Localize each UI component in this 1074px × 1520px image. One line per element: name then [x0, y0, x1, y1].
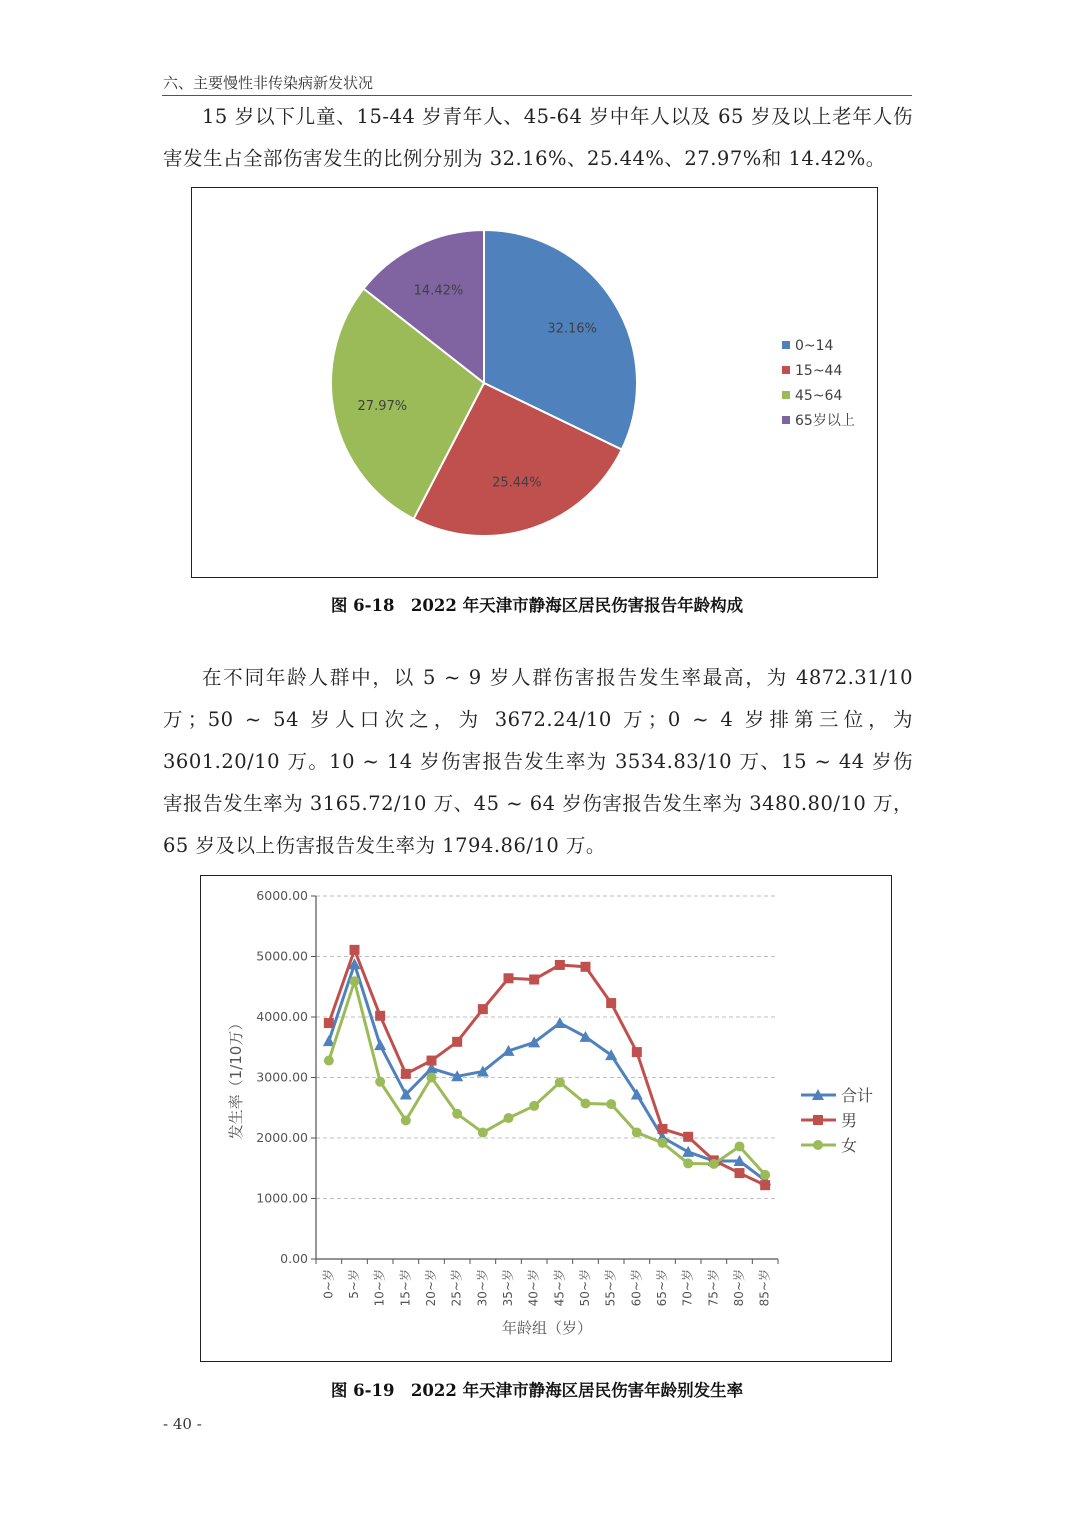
pie-data-label-4: 14.42%: [413, 283, 464, 299]
data-point-女-70~岁: [683, 1158, 693, 1168]
data-point-男-45~岁: [555, 960, 565, 970]
x-tick-label: 0~岁: [321, 1269, 336, 1299]
data-point-女-45~岁: [555, 1077, 565, 1087]
x-tick-label: 30~岁: [475, 1269, 490, 1307]
data-point-女-50~岁: [581, 1099, 591, 1109]
data-point-男-35~岁: [504, 973, 514, 983]
data-point-男-50~岁: [581, 962, 591, 972]
data-point-男-80~岁: [735, 1168, 745, 1178]
data-point-合计-10~岁: [374, 1039, 386, 1050]
x-tick-label: 60~岁: [629, 1269, 644, 1307]
x-tick-label: 85~岁: [757, 1269, 772, 1307]
x-tick-label: 5~岁: [347, 1269, 361, 1299]
pie-legend-label-2: 15~44: [795, 363, 843, 379]
figure-pie-box: [191, 187, 878, 578]
pie-legend-swatch-1: [782, 341, 790, 349]
x-tick-label: 75~岁: [706, 1269, 721, 1307]
page-number: - 40 -: [163, 1415, 202, 1433]
y-tick-label: 1000.00: [256, 1190, 308, 1206]
data-point-女-35~岁: [504, 1113, 514, 1123]
figure-caption-6-18: 图 6-18 2022 年天津市静海区居民伤害报告年龄构成: [330, 596, 744, 615]
pie-legend-label-1: 0~14: [795, 338, 834, 354]
running-header: 六、主要慢性非传染病新发状况: [163, 74, 374, 92]
pie-chart: [192, 188, 877, 577]
data-point-女-30~岁: [478, 1128, 488, 1138]
pie-data-label-1: 32.16%: [547, 321, 597, 337]
data-point-女-85~岁: [760, 1170, 770, 1180]
data-point-女-40~岁: [529, 1101, 539, 1111]
data-point-男-10~岁: [375, 1011, 385, 1021]
data-point-合计-45~岁: [554, 1017, 566, 1028]
data-point-男-40~岁: [529, 974, 539, 984]
x-tick-label: 70~岁: [680, 1269, 695, 1307]
figure-caption-6-19: 图 6-19 2022 年天津市静海区居民伤害年龄别发生率: [330, 1381, 744, 1400]
y-tick-label: 3000.00: [256, 1069, 308, 1085]
data-point-合计-50~岁: [580, 1031, 592, 1042]
pie-legend-swatch-2: [782, 366, 790, 374]
y-tick-label: 2000.00: [256, 1130, 308, 1145]
data-point-男-25~岁: [452, 1037, 462, 1047]
data-point-男-5~岁: [350, 945, 360, 955]
pie-legend-label-3: 45~64: [795, 388, 843, 404]
x-tick-label: 35~岁: [501, 1269, 515, 1307]
data-point-男-65~岁: [658, 1124, 668, 1134]
data-point-女-20~岁: [427, 1073, 437, 1083]
pie-data-label-3: 27.97%: [357, 399, 408, 415]
data-point-男-30~岁: [478, 1004, 488, 1014]
x-tick-label: 55~岁: [603, 1269, 618, 1307]
x-tick-label: 40~岁: [526, 1269, 541, 1307]
y-axis-title: 发生率（1/10万）: [227, 1015, 245, 1140]
data-point-合计-70~岁: [682, 1146, 694, 1157]
data-point-女-10~岁: [375, 1077, 385, 1087]
data-point-女-65~岁: [658, 1138, 668, 1148]
data-point-男-70~岁: [683, 1132, 693, 1142]
data-point-男-85~岁: [760, 1180, 770, 1190]
data-point-女-0~岁: [324, 1056, 334, 1066]
x-tick-label: 50~岁: [578, 1269, 592, 1307]
legend-label-合计: 合计: [841, 1086, 874, 1105]
data-point-男-60~岁: [632, 1047, 642, 1057]
x-tick-label: 20~岁: [424, 1269, 438, 1307]
data-point-女-5~岁: [350, 976, 360, 986]
data-point-女-55~岁: [606, 1099, 616, 1109]
x-tick-label: 10~岁: [372, 1269, 387, 1307]
legend-marker-女: [813, 1140, 823, 1150]
pie-legend-swatch-4: [782, 416, 790, 424]
pie-legend-swatch-3: [782, 391, 790, 399]
legend-marker-男: [813, 1115, 823, 1125]
x-axis-title: 年龄组（岁）: [501, 1319, 593, 1337]
line-chart: [201, 876, 891, 1361]
y-tick-label: 4000.00: [256, 1009, 308, 1024]
figure-line-box: [200, 875, 892, 1362]
data-point-男-15~岁: [401, 1069, 411, 1079]
series-line-男: [329, 950, 765, 1185]
pie-data-label-2: 25.44%: [492, 475, 542, 491]
x-tick-label: 45~岁: [552, 1269, 567, 1307]
pie-legend-label-4: 65岁以上: [795, 413, 855, 429]
data-point-男-0~岁: [324, 1018, 334, 1028]
legend-label-男: 男: [841, 1111, 858, 1130]
paragraph-age-rates: 在不同年龄人群中，以 5 ~ 9 岁人群伤害报告发生率最高，为 4872.31/10 万；50 ~ 54 岁人口次之，为 3672.24/10 万；0 ~ 4 岁排第三位，为 3601.20/10 万。10 ~ 14 岁伤害报告发生率为 3534.83/10 万、15 ~ 44 岁伤害报告发生率为 3165.72/10 万、45 ~ 64 岁伤害报告发生率为 3480.80/10 万，65 岁及以上伤害报告发生率为 1794.86/10 万。: [163, 666, 913, 857]
paragraph-age-composition: 15 岁以下儿童、15-44 岁青年人、45-64 岁中年人以及 65 岁及以上老年人伤害发生占全部伤害发生的比例分别为 32.16%、25.44%、27.97%和 14.42%。: [163, 105, 913, 170]
data-point-女-25~岁: [452, 1109, 462, 1119]
data-point-男-20~岁: [427, 1056, 437, 1066]
y-tick-label: 5000.00: [256, 948, 308, 964]
data-point-女-80~岁: [735, 1141, 745, 1151]
x-tick-label: 80~岁: [732, 1269, 746, 1307]
y-tick-label: 0.00: [280, 1251, 308, 1266]
data-point-女-15~岁: [401, 1115, 411, 1125]
legend-label-女: 女: [841, 1136, 858, 1155]
data-point-女-75~岁: [709, 1159, 719, 1169]
y-tick-label: 6000.00: [256, 888, 308, 903]
data-point-女-60~岁: [632, 1128, 642, 1138]
x-tick-label: 65~岁: [655, 1269, 669, 1307]
x-tick-label: 15~岁: [398, 1269, 413, 1307]
data-point-男-55~岁: [606, 998, 616, 1008]
x-tick-label: 25~岁: [449, 1269, 464, 1307]
